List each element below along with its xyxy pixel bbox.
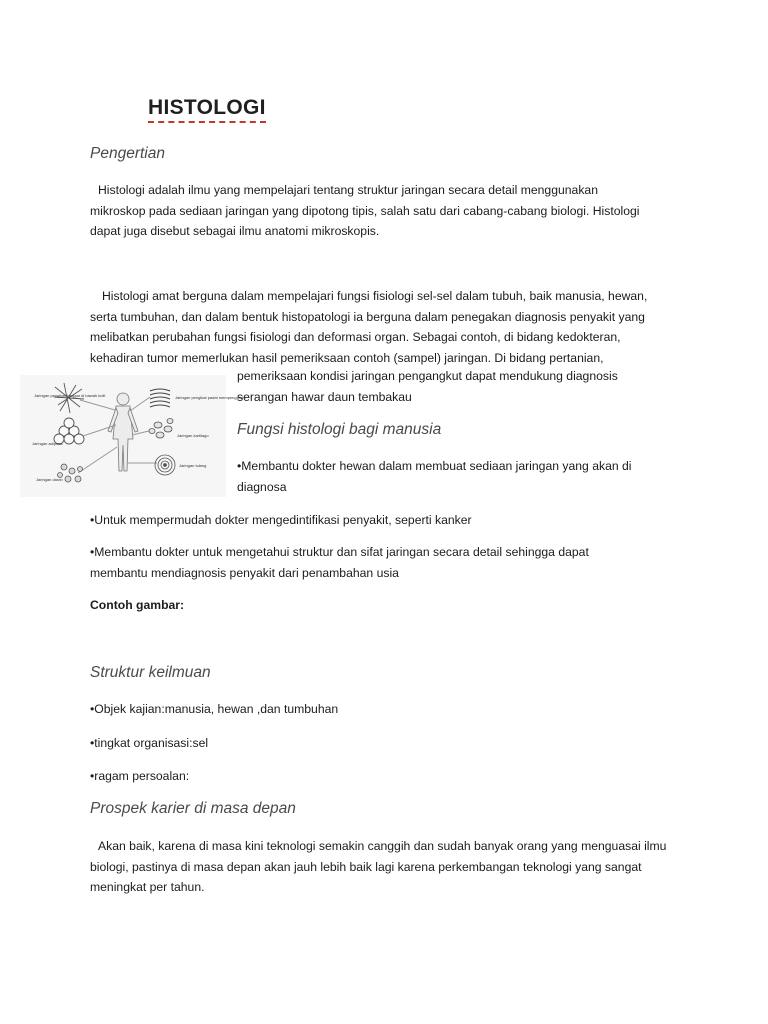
figure-label: Jaringan tulang bbox=[179, 463, 207, 468]
figure-label: Jaringan kartilago bbox=[177, 433, 209, 438]
struktur-item: •ragam persoalan: bbox=[90, 769, 190, 783]
paragraph-line: biologi, pastinya di masa depan akan jauh lebih baik lagi karena perkembangan teknologi yang sangat bbox=[90, 859, 642, 874]
figure-label: Jaringan pengikat padat mempengaruhi bbox=[175, 395, 246, 400]
bullet-fungsi-1 bbox=[237, 456, 632, 497]
document-title: HISTOLOGI bbox=[148, 96, 266, 123]
bullet-line: •Membantu dokter hewan dalam membuat sediaan jaringan yang akan di bbox=[237, 459, 632, 473]
tissue-illustration bbox=[20, 375, 246, 497]
heading-pengertian: Pengertian bbox=[90, 145, 165, 162]
paragraph-line: Histologi adalah ilmu yang mempelajari tentang struktur jaringan secara detail menggunakan bbox=[98, 183, 598, 197]
paragraph-line: mikroskop pada sediaan jaringan yang dipotong tipis, salah satu dari cabang-cabang biologi. Histologi bbox=[90, 203, 640, 218]
human-figure-icon bbox=[108, 393, 138, 471]
paragraph-line: meningkat per tahun. bbox=[90, 880, 205, 894]
example-label: Contoh gambar: bbox=[90, 598, 185, 612]
paragraph-line: Histologi amat berguna dalam mempelajari fungsi fisiologi sel-sel dalam tubuh, baik manusia, hewan, bbox=[102, 289, 648, 303]
loose-connective-tissue-icon bbox=[54, 383, 84, 413]
paragraph-line: melibatkan perubahan fungsi fisiologi dan deformasi organ. Sebagai contoh, di bidang kedokteran, bbox=[90, 330, 621, 344]
paragraph-line: dapat juga disebut sebagai ilmu anatomi mikroskopis. bbox=[90, 224, 380, 238]
paragraph-line: serta tumbuhan, dan dalam bentuk histopatologi ia berguna dalam penegakan diagnosis penyakit yang bbox=[90, 309, 645, 324]
heading-struktur: Struktur keilmuan bbox=[90, 664, 211, 681]
bullet-fungsi-3 bbox=[90, 542, 589, 583]
struktur-item: •Objek kajian:manusia, hewan ,dan tumbuhan bbox=[90, 702, 339, 716]
heading-prospek: Prospek karier di masa depan bbox=[90, 800, 296, 817]
paragraph-line: kehadiran tumor memerlukan hasil pemeriksaan contoh (sampel) jaringan. Di bidang pertanian, bbox=[90, 350, 604, 365]
paragraph-line: Akan baik, karena di masa kini teknologi semakin canggih dan sudah banyak orang yang menguasai ilmu bbox=[98, 839, 667, 853]
figure-label: Jaringan pengikat longgar di bawah kulit bbox=[34, 393, 106, 398]
cartilage-tissue-icon bbox=[149, 419, 173, 439]
paragraph-prospek bbox=[90, 836, 666, 898]
bullet-line: membantu mendiagnosis penyakit dari penambahan usia bbox=[90, 565, 399, 580]
heading-fungsi: Fungsi histologi bagi manusia bbox=[237, 421, 442, 438]
figure-label: Jaringan adiposa bbox=[32, 441, 63, 446]
bullet-line: •Membantu dokter untuk mengetahui struktur dan sifat jaringan secara detail sehingga dapat bbox=[90, 545, 589, 559]
bullet-line: diagnosa bbox=[237, 479, 287, 494]
paragraph-pengertian bbox=[90, 180, 639, 242]
paragraph-line: serangan hawar daun tembakau bbox=[237, 389, 412, 404]
bone-tissue-icon bbox=[155, 455, 175, 475]
figure-label: Jaringan darah bbox=[36, 477, 63, 482]
dense-connective-tissue-icon bbox=[150, 389, 170, 407]
paragraph-line: pemeriksaan kondisi jaringan pengangkut dapat mendukung diagnosis bbox=[237, 369, 618, 383]
paragraph-kegunaan bbox=[90, 286, 647, 368]
struktur-item: •tingkat organisasi:sel bbox=[90, 736, 209, 750]
bullet-fungsi-2: •Untuk mempermudah dokter mengedintifikasi penyakit, seperti kanker bbox=[90, 513, 472, 527]
paragraph-kegunaan-cont bbox=[237, 366, 618, 407]
